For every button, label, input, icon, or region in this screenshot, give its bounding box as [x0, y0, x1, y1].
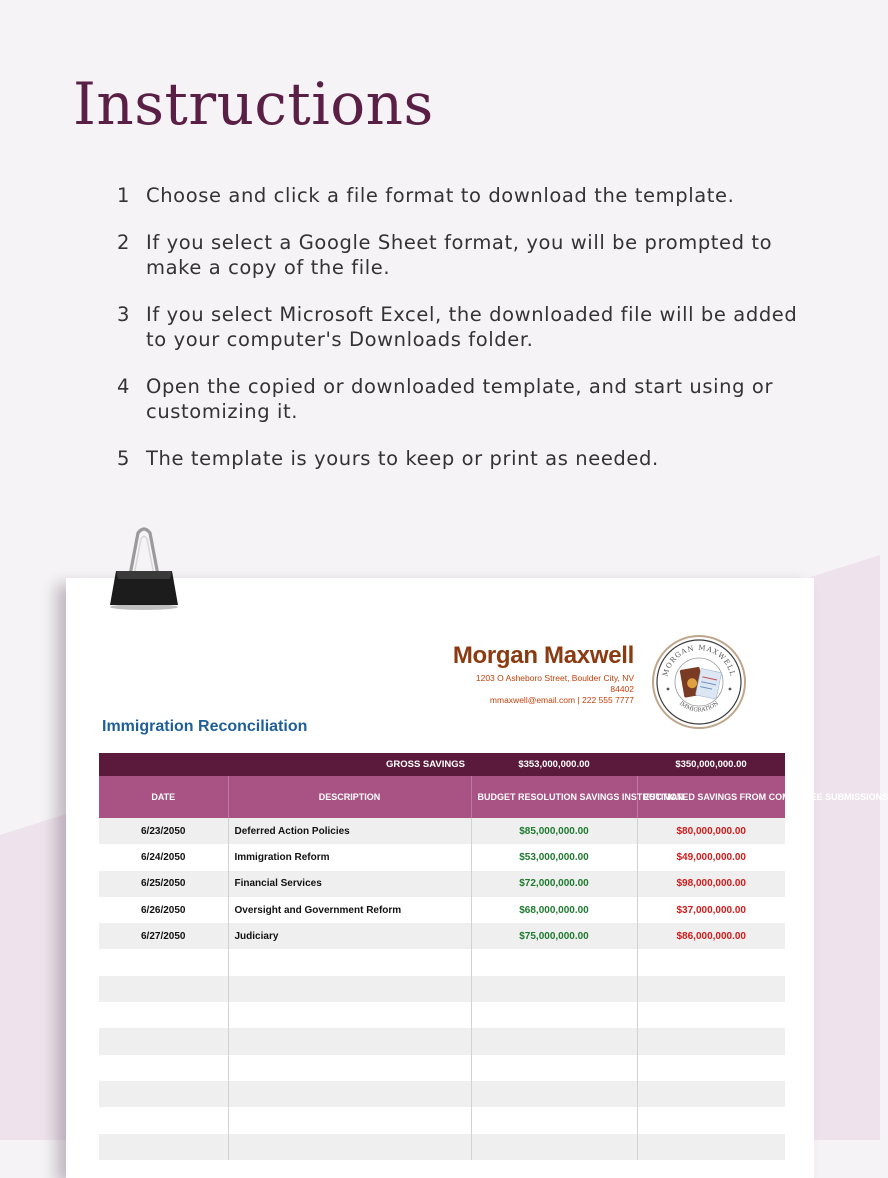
- company-contact: mmaxwell@email.com | 222 555 7777: [489, 695, 634, 705]
- svg-text:IMMIGRATION: IMMIGRATION: [677, 700, 720, 714]
- empty-cell: [228, 1081, 471, 1107]
- header-date: DATE: [151, 792, 176, 802]
- empty-table-row: [99, 949, 785, 975]
- empty-cell: [637, 976, 785, 1002]
- empty-table-row: [99, 1081, 785, 1107]
- empty-cell: [637, 1134, 785, 1160]
- header-estimated: ESTIMATED SAVINGS FROM COMMITTEE SUBMISSIONS: [637, 776, 785, 818]
- empty-cell: [99, 1081, 228, 1107]
- instruction-step: [117, 374, 817, 424]
- description-cell: Financial Services: [228, 871, 471, 897]
- empty-cell: [99, 1002, 228, 1028]
- step-number: 1: [117, 184, 131, 207]
- budget-cell: $75,000,000.00: [471, 923, 637, 949]
- empty-table-row: [99, 1134, 785, 1160]
- step-number: 5: [117, 447, 131, 470]
- empty-cell: [228, 976, 471, 1002]
- empty-cell: [471, 976, 637, 1002]
- empty-cell: [228, 1028, 471, 1054]
- template-preview-sheet: [66, 578, 888, 1178]
- empty-cell: [228, 1107, 471, 1133]
- description-cell: Deferred Action Policies: [228, 818, 471, 844]
- description-cell: Judiciary: [228, 923, 471, 949]
- empty-cell: [99, 949, 228, 975]
- step-number: 4: [117, 375, 131, 398]
- empty-cell: [228, 949, 471, 975]
- empty-cell: [471, 1028, 637, 1054]
- svg-text:MORGAN MAXWELL: MORGAN MAXWELL: [661, 643, 737, 678]
- estimated-cell: $80,000,000.00: [637, 818, 785, 844]
- table-row: [99, 844, 785, 870]
- empty-cell: [471, 949, 637, 975]
- empty-cell: [637, 1002, 785, 1028]
- gross-budget-total: $353,000,000.00: [518, 759, 590, 770]
- empty-cell: [471, 1107, 637, 1133]
- budget-cell: $68,000,000.00: [471, 897, 637, 923]
- empty-cell: [228, 1055, 471, 1081]
- empty-cell: [637, 1107, 785, 1133]
- budget-cell: $72,000,000.00: [471, 871, 637, 897]
- date-cell: 6/23/2050: [141, 825, 186, 837]
- gross-savings-row: [99, 753, 785, 776]
- column-header-row: [99, 776, 785, 818]
- step-text: If you select Microsoft Excel, the downloaded file will be added to your computer's Downloads folder.: [146, 303, 798, 351]
- step-text: The template is yours to keep or print as needed.: [146, 447, 659, 470]
- estimated-cell: $86,000,000.00: [637, 923, 785, 949]
- step-text: Open the copied or downloaded template, and start using or customizing it.: [146, 375, 774, 423]
- budget-cell: $53,000,000.00: [471, 844, 637, 870]
- table-row: [99, 923, 785, 949]
- empty-cell: [99, 1107, 228, 1133]
- company-name: Morgan Maxwell: [452, 642, 634, 669]
- empty-cell: [228, 1002, 471, 1028]
- sheet-title: Immigration Reconciliation: [102, 718, 308, 735]
- estimated-cell: $49,000,000.00: [637, 844, 785, 870]
- empty-cell: [99, 1028, 228, 1054]
- header-budget: BUDGET RESOLUTION SAVINGS INSTRUCTION: [471, 776, 637, 818]
- gross-savings-label: GROSS SAVINGS: [385, 759, 465, 770]
- instruction-list: [117, 183, 817, 493]
- empty-cell: [471, 1134, 637, 1160]
- date-cell: 6/24/2050: [141, 851, 186, 863]
- date-cell: 6/26/2050: [141, 904, 186, 916]
- empty-cell: [228, 1134, 471, 1160]
- date-cell: 6/25/2050: [141, 878, 186, 890]
- company-header: [453, 642, 634, 706]
- empty-cell: [99, 976, 228, 1002]
- empty-cell: [471, 1055, 637, 1081]
- header-description: DESCRIPTION: [228, 776, 471, 818]
- empty-table-row: [99, 1002, 785, 1028]
- company-seal-logo: [651, 634, 747, 730]
- empty-cell: [99, 1055, 228, 1081]
- instruction-step: [117, 302, 817, 352]
- table-row: [99, 871, 785, 897]
- empty-cell: [637, 1028, 785, 1054]
- empty-cell: [99, 1134, 228, 1160]
- instruction-step: [117, 183, 817, 208]
- gross-blank-cell: [99, 753, 228, 776]
- binder-clip-icon: [108, 525, 180, 611]
- empty-table-row: [99, 1107, 785, 1133]
- empty-cell: [637, 1055, 785, 1081]
- empty-cell: [471, 1002, 637, 1028]
- empty-cell: [637, 949, 785, 975]
- description-cell: Immigration Reform: [228, 844, 471, 870]
- instruction-step: [117, 230, 817, 280]
- table-row: [99, 897, 785, 923]
- gross-estimated-total: $350,000,000.00: [675, 759, 747, 770]
- date-cell: 6/27/2050: [141, 930, 186, 942]
- step-text: Choose and click a file format to download the template.: [146, 184, 735, 207]
- table-row: [99, 818, 785, 844]
- budget-cell: $85,000,000.00: [471, 818, 637, 844]
- reconciliation-table: [99, 753, 888, 1160]
- estimated-cell: $98,000,000.00: [637, 871, 785, 897]
- step-text: If you select a Google Sheet format, you will be prompted to make a copy of the file.: [146, 231, 773, 279]
- empty-cell: [637, 1081, 785, 1107]
- empty-cell: [471, 1081, 637, 1107]
- page-title: Instructions: [73, 70, 434, 138]
- instruction-step: [117, 446, 817, 471]
- step-number: 3: [117, 303, 131, 326]
- company-address: 1203 O Asheboro Street, Boulder City, NV: [475, 673, 634, 683]
- company-zip: 84402: [610, 684, 634, 694]
- empty-table-row: [99, 1028, 785, 1054]
- empty-table-row: [99, 1055, 785, 1081]
- description-cell: Oversight and Government Reform: [228, 897, 471, 923]
- empty-table-row: [99, 976, 785, 1002]
- estimated-cell: $37,000,000.00: [637, 897, 785, 923]
- step-number: 2: [117, 231, 131, 254]
